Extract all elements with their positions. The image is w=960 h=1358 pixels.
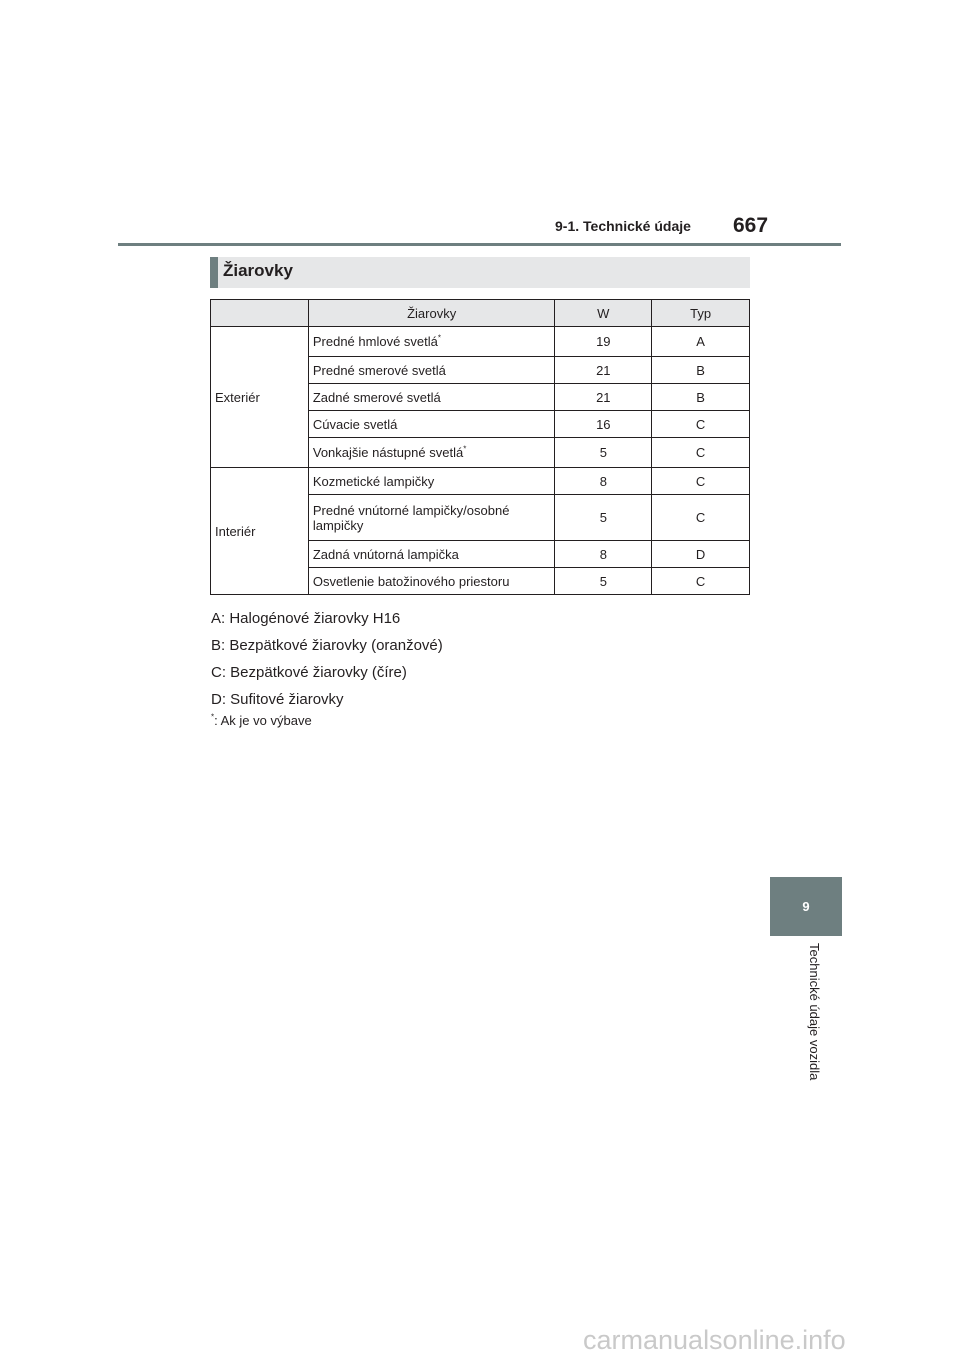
bulb-type: B: [652, 384, 750, 411]
bulb-table: [210, 299, 750, 595]
table-header-type: Typ: [652, 300, 750, 327]
bulb-name: Predné vnútorné lampičky/osobné lampičky: [308, 495, 555, 541]
bulb-type: B: [652, 357, 750, 384]
bulb-type: C: [652, 568, 750, 595]
section-heading-bar: [210, 257, 750, 288]
chapter-number: 9: [802, 899, 810, 914]
footnote-mark: *: [463, 444, 467, 454]
footnote-mark: *: [211, 712, 215, 722]
bulb-name: Predné smerové svetlá: [308, 357, 555, 384]
table-header-group: [211, 300, 309, 327]
section-heading: Žiarovky: [223, 261, 293, 280]
bulb-watts: 8: [555, 468, 652, 495]
table-row: [211, 327, 750, 357]
table-header-watts: W: [555, 300, 652, 327]
bulb-name: Predné hmlové svetlá*: [308, 327, 555, 357]
bulb-watts: 19: [555, 327, 652, 357]
footnote-text: : Ak je vo výbave: [214, 713, 312, 728]
bulb-type: A: [652, 327, 750, 357]
chapter-tab: [770, 877, 842, 936]
bulb-watts: 5: [555, 495, 652, 541]
bulb-name: Vonkajšie nástupné svetlá*: [308, 438, 555, 468]
table-row: [211, 468, 750, 495]
bulb-name: Cúvacie svetlá: [308, 411, 555, 438]
footnote-mark: *: [437, 333, 441, 343]
legend-item: D: Sufitové žiarovky: [211, 691, 344, 708]
bulb-name: Zadné smerové svetlá: [308, 384, 555, 411]
table-header-row: [211, 300, 750, 327]
header-rule: [118, 243, 841, 246]
bulb-watts: 5: [555, 568, 652, 595]
bulb-watts: 5: [555, 438, 652, 468]
legend-item: C: Bezpätkové žiarovky (číre): [211, 664, 407, 681]
bulb-watts: 8: [555, 541, 652, 568]
bulb-name: Kozmetické lampičky: [308, 468, 555, 495]
bulb-type: C: [652, 495, 750, 541]
group-label: Interiér: [211, 468, 309, 595]
legend-item: A: Halogénové žiarovky H16: [211, 610, 401, 627]
group-label: Exteriér: [211, 327, 309, 468]
chapter-label: Technické údaje vozidla: [807, 943, 822, 1081]
footnote: [211, 713, 312, 728]
bulb-name: Zadná vnútorná lampička: [308, 541, 555, 568]
watermark: carmanualsonline.info: [583, 1325, 846, 1355]
page-number: 667: [733, 214, 769, 237]
bulb-watts: 21: [555, 384, 652, 411]
section-title: 9-1. Technické údaje: [555, 218, 691, 234]
bulb-watts: 21: [555, 357, 652, 384]
bulb-type: D: [652, 541, 750, 568]
legend-item: B: Bezpätkové žiarovky (oranžové): [211, 637, 443, 654]
bulb-type-legend: [211, 608, 443, 716]
bulb-name: Osvetlenie batožinového priestoru: [308, 568, 555, 595]
bulb-type: C: [652, 438, 750, 468]
heading-accent: [210, 257, 218, 288]
bulb-type: C: [652, 411, 750, 438]
bulb-type: C: [652, 468, 750, 495]
table-header-bulbs: Žiarovky: [308, 300, 555, 327]
bulb-watts: 16: [555, 411, 652, 438]
